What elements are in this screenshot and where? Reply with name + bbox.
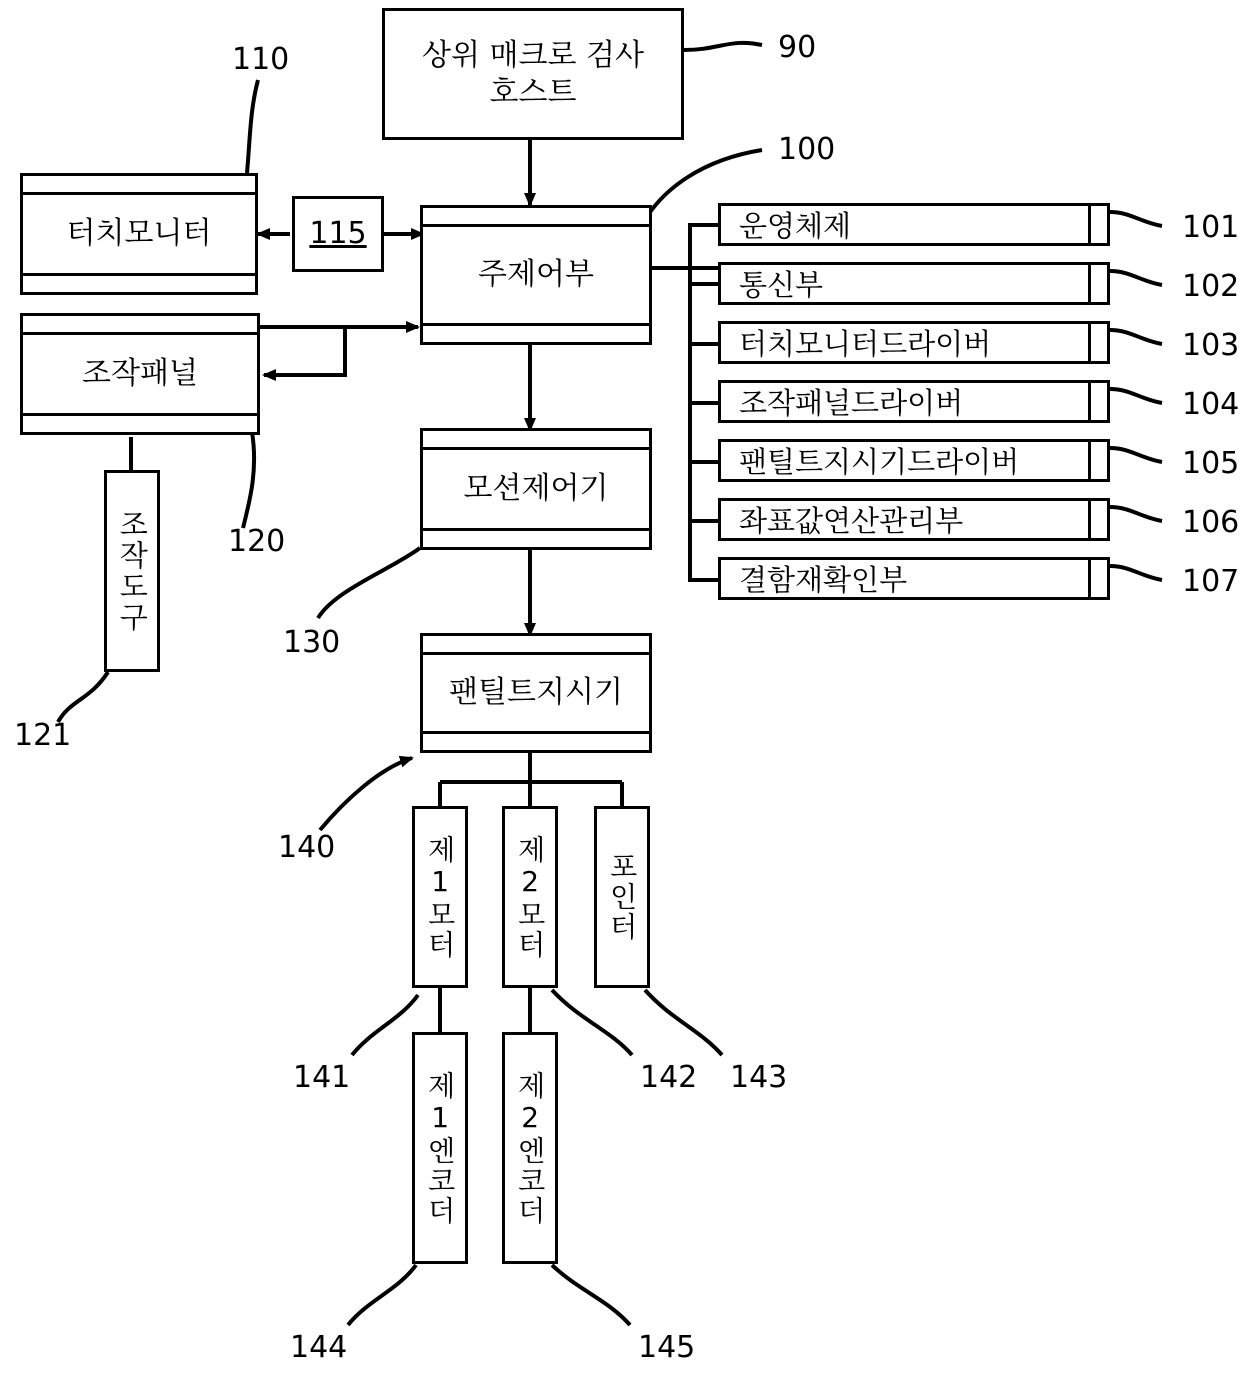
module-item-label: 통신부 xyxy=(739,268,824,302)
module-item-touch-monitor-driver xyxy=(718,321,1110,364)
ref-103: 103 xyxy=(1182,328,1240,363)
block-pointer-label: 포인터 xyxy=(605,852,639,942)
module-item-operating-system xyxy=(718,203,1110,246)
ref-100: 100 xyxy=(778,132,836,167)
module-item-communication xyxy=(718,262,1110,305)
ref-144: 144 xyxy=(290,1330,348,1365)
block-operation-panel-label: 조작패널 xyxy=(82,356,198,392)
module-item-label: 좌표값연산관리부 xyxy=(739,504,964,538)
block-motor-2-label: 제2모터 xyxy=(513,834,547,960)
ref-140: 140 xyxy=(278,830,336,865)
ref-145: 145 xyxy=(638,1330,696,1365)
ref-107: 107 xyxy=(1182,564,1240,599)
block-motor-2 xyxy=(502,806,558,988)
block-motion-controller xyxy=(420,428,652,550)
block-motor-1-label: 제1모터 xyxy=(423,834,457,960)
block-main-controller xyxy=(420,205,652,345)
block-host xyxy=(382,8,684,140)
block-motion-controller-label: 모션제어기 xyxy=(463,471,609,507)
module-item-label: 조작패널드라이버 xyxy=(739,386,964,420)
ref-105: 105 xyxy=(1182,446,1240,481)
block-motor-1 xyxy=(412,806,468,988)
ref-101: 101 xyxy=(1182,210,1240,245)
block-interface-115-label: 115 xyxy=(309,216,367,252)
ref-110: 110 xyxy=(232,42,290,77)
block-pointer xyxy=(594,806,650,988)
module-item-defect-reconfirmation xyxy=(718,557,1110,600)
block-interface-115 xyxy=(292,196,384,272)
module-item-label: 운영체제 xyxy=(739,209,852,243)
ref-142: 142 xyxy=(640,1060,698,1095)
block-touch-monitor xyxy=(20,173,258,295)
ref-106: 106 xyxy=(1182,505,1240,540)
block-operation-tool-label: 조작도구 xyxy=(115,509,150,633)
block-host-label: 상위 매크로 검사 호스트 xyxy=(422,37,644,110)
module-item-operation-panel-driver xyxy=(718,380,1110,423)
block-touch-monitor-label: 터치모니터 xyxy=(66,216,212,252)
module-item-coordinate-calculation-manager xyxy=(718,498,1110,541)
block-encoder-2-label: 제2엔코더 xyxy=(513,1070,547,1226)
ref-143: 143 xyxy=(730,1060,788,1095)
ref-102: 102 xyxy=(1182,269,1240,304)
block-encoder-2 xyxy=(502,1032,558,1264)
ref-120: 120 xyxy=(228,524,286,559)
block-pan-tilt-indicator xyxy=(420,633,652,753)
block-encoder-1 xyxy=(412,1032,468,1264)
module-item-pan-tilt-indicator-driver xyxy=(718,439,1110,482)
ref-130: 130 xyxy=(283,625,341,660)
module-item-label: 결함재확인부 xyxy=(739,563,908,597)
ref-104: 104 xyxy=(1182,387,1240,422)
ref-141: 141 xyxy=(293,1060,351,1095)
block-pan-tilt-indicator-label: 팬틸트지시기 xyxy=(449,675,623,711)
ref-121: 121 xyxy=(14,718,72,753)
module-item-label: 팬틸트지시기드라이버 xyxy=(739,445,1020,479)
block-encoder-1-label: 제1엔코더 xyxy=(423,1070,457,1226)
ref-90: 90 xyxy=(778,30,817,65)
block-operation-panel xyxy=(20,313,260,435)
block-operation-tool xyxy=(104,470,160,672)
block-main-controller-label: 주제어부 xyxy=(478,257,594,293)
module-item-label: 터치모니터드라이버 xyxy=(739,327,992,361)
